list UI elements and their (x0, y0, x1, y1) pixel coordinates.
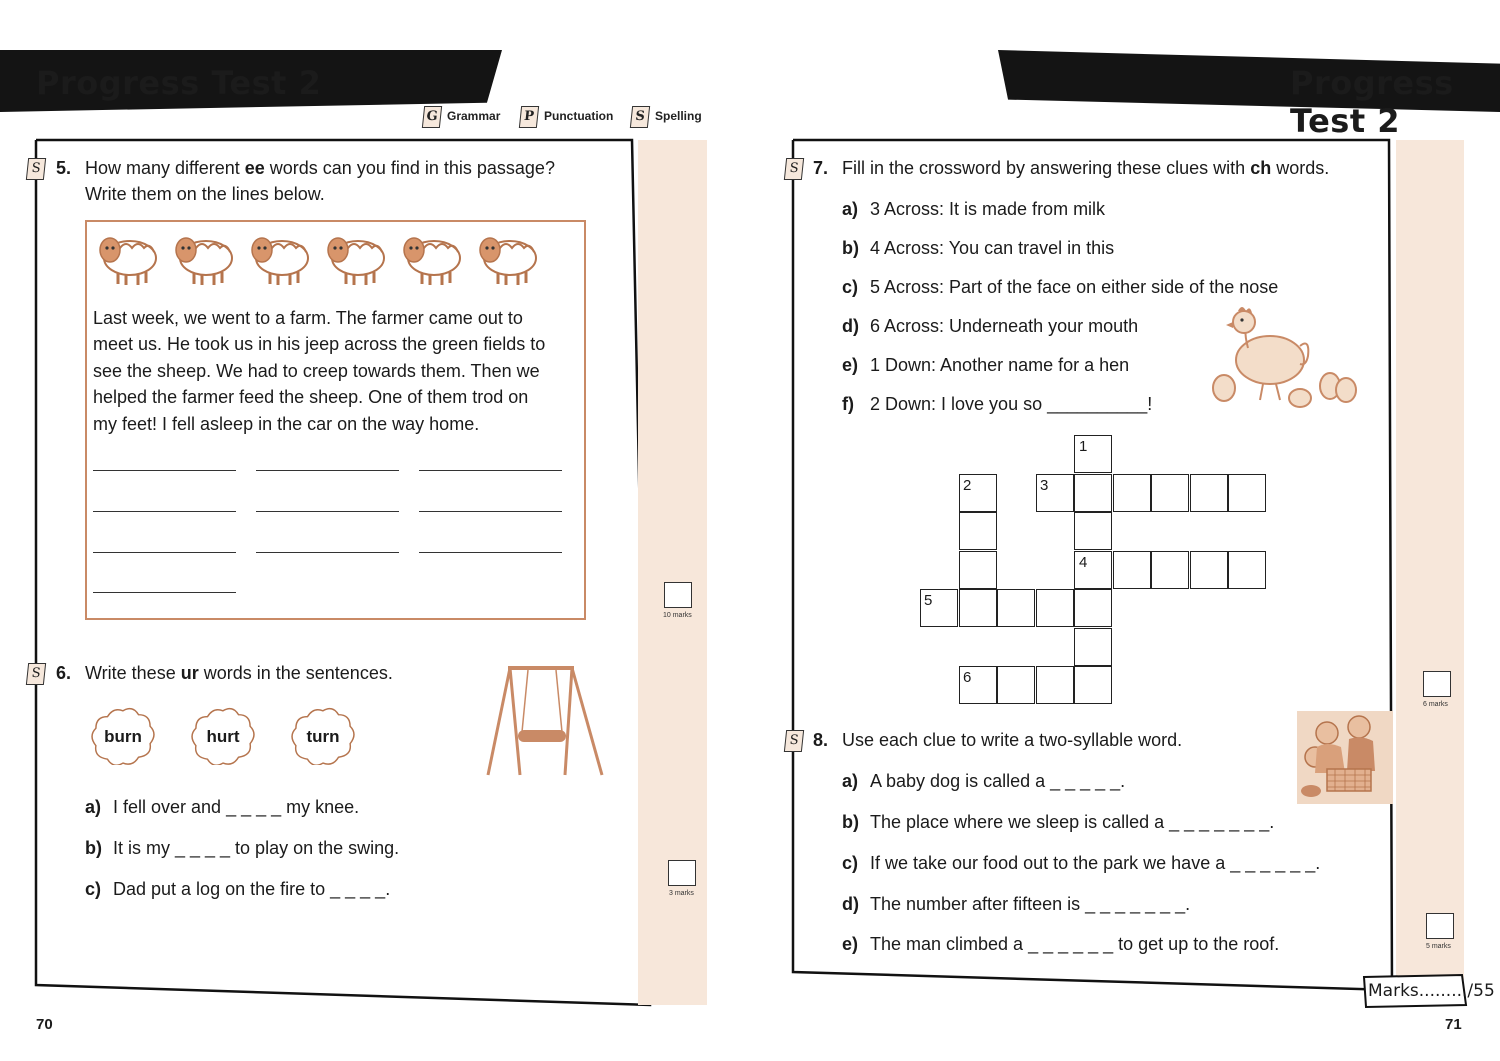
q5-marks-label: 10 marks (663, 612, 692, 619)
answer-line[interactable] (256, 511, 399, 512)
spelling-tag-icon: S (630, 106, 650, 128)
q6-marks-box[interactable] (668, 860, 696, 886)
q7-marks-box[interactable] (1423, 671, 1451, 697)
q7f-letter: f) (842, 394, 854, 414)
legend-grammar: G Grammar (423, 106, 500, 128)
crossword-cell[interactable] (1036, 589, 1074, 627)
q5-number: 5. (56, 158, 72, 178)
crossword-cell[interactable] (959, 512, 997, 550)
q8a-letter: a) (842, 771, 859, 791)
crossword-cell[interactable] (1113, 551, 1151, 589)
swing-illustration (480, 660, 610, 780)
crossword-cell[interactable] (1074, 628, 1112, 666)
q8c-text[interactable]: If we take our food out to the park we have a _ _ _ _ _ _. (870, 853, 1321, 873)
q7-spelling-tag-icon: S (784, 158, 804, 180)
punctuation-tag-icon: P (519, 106, 539, 128)
q7b-clue: 4 Across: You can travel in this (870, 238, 1115, 258)
crossword-number-2: 2 (963, 477, 972, 494)
word-hurt: hurt (206, 727, 240, 746)
q6b-letter: b) (85, 838, 102, 858)
q8b-text[interactable]: The place where we sleep is called a _ _ _ _ _ _ _. (870, 812, 1275, 832)
q8-number: 8. (813, 730, 829, 750)
q8-question: Use each clue to write a two-syllable word. (842, 730, 1183, 750)
crossword-cell[interactable] (1113, 474, 1151, 512)
crossword-number-5: 5 (924, 592, 933, 609)
hen-illustration (1208, 302, 1368, 412)
crossword-cell[interactable] (1151, 474, 1189, 512)
q6c-text[interactable]: Dad put a log on the fire to _ _ _ _. (113, 879, 391, 899)
q6a-text[interactable]: I fell over and _ _ _ _ my knee. (113, 797, 360, 817)
answer-line[interactable] (419, 511, 562, 512)
q7-question: Fill in the crossword by answering these clues with ch words. (842, 158, 1330, 178)
grammar-tag-icon: G (422, 106, 442, 128)
q7f-clue: 2 Down: I love you so __________! (870, 394, 1153, 414)
q8a-text[interactable]: A baby dog is called a _ _ _ _ _. (870, 771, 1126, 791)
marks-total-label: Marks........./55 (1368, 981, 1495, 1001)
q5-marks-box[interactable] (664, 582, 692, 608)
q5-question: How many different ee words can you find in this passage? Write them on the lines below. (85, 158, 555, 204)
q8b-letter: b) (842, 812, 859, 832)
crossword-number-3: 3 (1040, 477, 1049, 494)
crossword-cell[interactable] (997, 666, 1035, 704)
crossword-cell[interactable] (1074, 512, 1112, 550)
crossword-cell[interactable] (1190, 474, 1228, 512)
crossword-number-4: 4 (1079, 554, 1088, 571)
q5-spelling-tag-icon: S (26, 158, 46, 180)
q5-passage-text: Last week, we went to a farm. The farmer came out to meet us. He took us in his jeep across the green fields to see the sheep. We had to creep towards them. Then we helped the farmer feed the sheep. One of them trod on my feet! I fell asleep in the car on the way home. (93, 308, 546, 434)
answer-line[interactable] (93, 592, 236, 593)
crossword-cell[interactable] (1074, 589, 1112, 627)
q7e-letter: e) (842, 355, 859, 375)
q7c-letter: c) (842, 277, 859, 297)
q8e-text[interactable]: The man climbed a _ _ _ _ _ _ to get up to the roof. (870, 934, 1280, 954)
right-marks-strip (1396, 140, 1464, 980)
legend-punctuation: P Punctuation (520, 106, 613, 128)
crossword-cell[interactable] (1074, 474, 1112, 512)
q8d-text[interactable]: The number after fifteen is _ _ _ _ _ _ _. (870, 894, 1191, 914)
q8-marks-label: 5 marks (1426, 943, 1451, 950)
answer-line[interactable] (419, 552, 562, 553)
crossword-cell[interactable] (1190, 551, 1228, 589)
crossword-cell[interactable] (1228, 551, 1266, 589)
q7c-clue: 5 Across: Part of the face on either side of the nose (870, 277, 1279, 297)
q6a-letter: a) (85, 797, 102, 817)
q8c-letter: c) (842, 853, 859, 873)
q7a-clue: 3 Across: It is made from milk (870, 199, 1106, 219)
crossword-cell[interactable] (959, 551, 997, 589)
q6-question: Write these ur words in the sentences. (85, 663, 393, 683)
q6-number: 6. (56, 663, 72, 683)
left-header-title: Progress Test 2 (36, 64, 322, 102)
word-turn: turn (306, 727, 340, 746)
crossword-cell[interactable] (997, 589, 1035, 627)
answer-line[interactable] (93, 470, 236, 471)
q7e-clue: 1 Down: Another name for a hen (870, 355, 1130, 375)
q7-marks-label: 6 marks (1423, 701, 1448, 708)
crossword-number-6: 6 (963, 669, 972, 686)
crossword-number-1: 1 (1079, 438, 1088, 455)
crossword-cell[interactable] (959, 589, 997, 627)
crossword-cell[interactable] (1074, 666, 1112, 704)
q7a-letter: a) (842, 199, 859, 219)
q7d-clue: 6 Across: Underneath your mouth (870, 316, 1139, 336)
q7b-letter: b) (842, 238, 859, 258)
q7d-letter: d) (842, 316, 859, 336)
legend-spelling: S Spelling (631, 106, 702, 128)
answer-line[interactable] (93, 511, 236, 512)
right-header-title: Progress Test 2 (1290, 64, 1454, 140)
word-burn: burn (104, 727, 142, 746)
q8-marks-box[interactable] (1426, 913, 1454, 939)
answer-line[interactable] (93, 552, 236, 553)
q6b-text[interactable]: It is my _ _ _ _ to play on the swing. (113, 838, 400, 858)
right-page-number: 71 (1445, 1016, 1462, 1033)
crossword-cell[interactable] (1228, 474, 1266, 512)
crossword-cell[interactable] (1036, 666, 1074, 704)
q8d-letter: d) (842, 894, 859, 914)
crossword-cell[interactable] (1151, 551, 1189, 589)
q8-spelling-tag-icon: S (784, 730, 804, 752)
answer-line[interactable] (419, 470, 562, 471)
sheep-illustration (96, 228, 556, 290)
q6-marks-label: 3 marks (669, 890, 694, 897)
picnic-illustration (1297, 711, 1393, 804)
q6c-letter: c) (85, 879, 102, 899)
q8e-letter: e) (842, 934, 859, 954)
q7-number: 7. (813, 158, 829, 178)
answer-line[interactable] (256, 470, 399, 471)
q6-spelling-tag-icon: S (26, 663, 46, 685)
answer-line[interactable] (256, 552, 399, 553)
left-page-number: 70 (36, 1016, 53, 1033)
